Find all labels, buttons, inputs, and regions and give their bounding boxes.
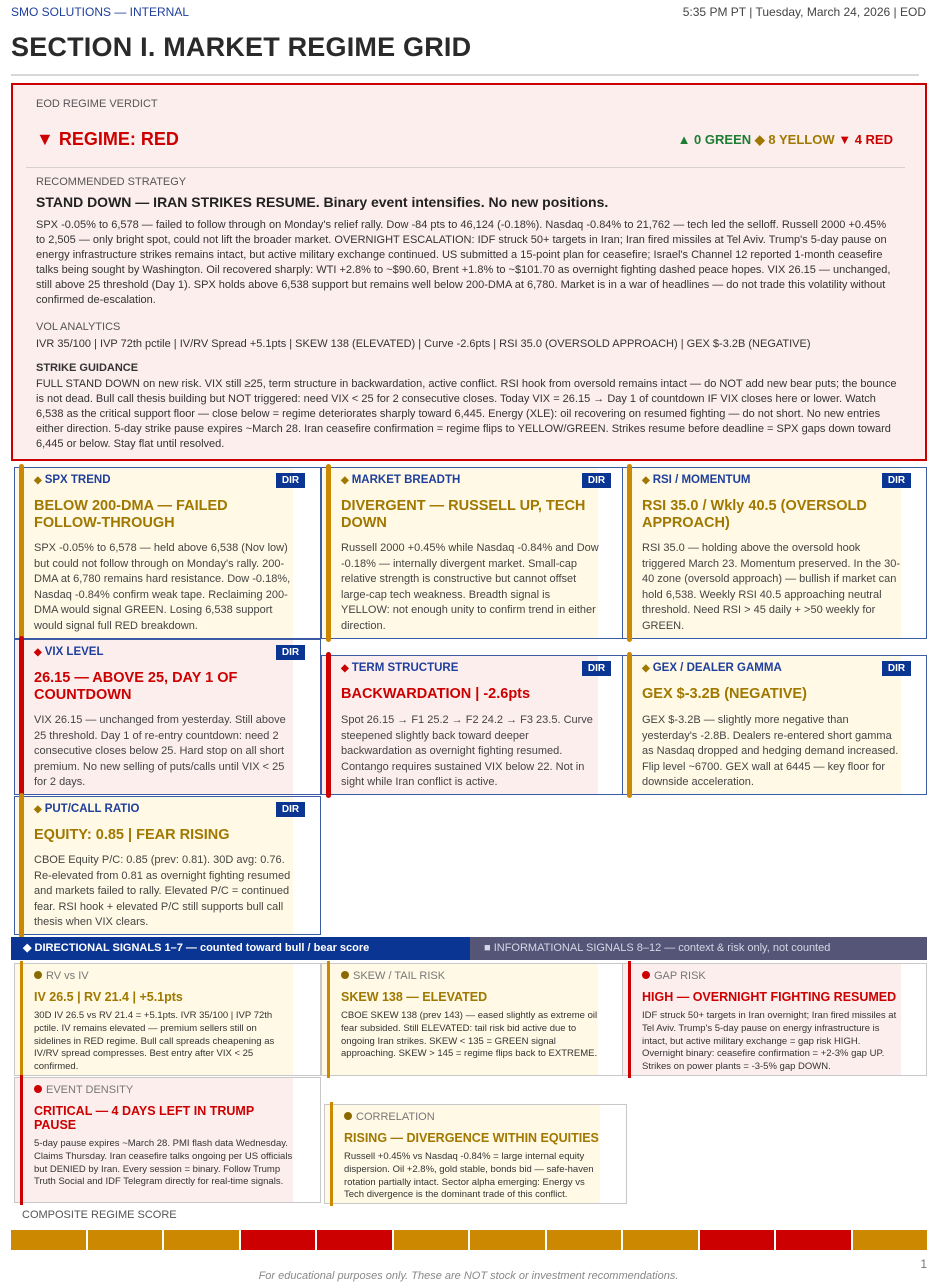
top-bar: [11, 5, 926, 19]
card-body: Russell +0.45% vs Nasdaq -0.84% = large internal equity dispersion. Oil +2.8%, gold stable, bonds bid — safe-haven rotation partially intact. Sector alpha emerging: Energy vs Tech divergence is the dominant trade of this conflict.: [344, 1151, 594, 1201]
card-body: Russell 2000 +0.45% while Nasdaq -0.84% and Dow -0.18% — internally divergent market. Small-cap relative strength is constructive but cannot offset large-cap tech weakness. Breadth signal is YELLOW: not enough unity to confirm trend in either direction.: [341, 542, 599, 632]
score-segment-yellow: [547, 1230, 622, 1250]
dir-badge: DIR: [276, 473, 305, 488]
card-title: ◆ PUT/CALL RATIO: [34, 803, 140, 815]
status-bar: [327, 961, 330, 1078]
strike-guidance-label: STRIKE GUIDANCE: [36, 362, 139, 374]
verdict-divider: [26, 167, 905, 168]
diamond-icon: ◆: [34, 475, 42, 486]
info-card-gap-risk: [622, 963, 927, 1076]
card-title: ◆ SPX TREND: [34, 474, 111, 486]
diamond-icon: ◆: [341, 475, 349, 486]
yellow-count: ◆ 8 YELLOW: [754, 132, 835, 147]
page-title: SECTION I. MARKET REGIME GRID: [11, 32, 472, 62]
timestamp: 5:35 PM PT | Tuesday, March 24, 2026 | EOD: [682, 5, 926, 19]
green-count: ▲ 0 GREEN: [677, 132, 752, 147]
card-body: RSI 35.0 — holding above the oversold hook triggered March 23. Momentum preserved. In the 30-40 zone (oversold approach) — bullish if market can hold 6,538. Weekly RSI 40.5 approaching neutral threshold. Need RSI > 45 daily + >50 weekly for GREEN.: [642, 542, 901, 632]
dir-badge: DIR: [582, 473, 611, 488]
card-headline: RISING — DIVERGENCE WITHIN EQUITIES: [344, 1131, 599, 1145]
status-bar: [326, 652, 331, 798]
card-title: ◆ MARKET BREADTH: [341, 474, 461, 486]
score-segment-red: [700, 1230, 775, 1250]
card-title: CORRELATION: [344, 1111, 435, 1123]
regime-status: ▼ REGIME: RED: [36, 129, 179, 149]
informational-legend: ■ INFORMATIONAL SIGNALS 8–12 — context & risk only, not counted: [470, 937, 927, 960]
card-title: GAP RISK: [642, 970, 706, 982]
card-title: EVENT DENSITY: [34, 1084, 133, 1096]
card-title: ◆ GEX / DEALER GAMMA: [642, 662, 782, 674]
card-headline: 26.15 — ABOVE 25, DAY 1 OF COUNTDOWN: [34, 670, 238, 703]
card-headline: SKEW 138 — ELEVATED: [341, 990, 488, 1004]
card-body: 30D IV 26.5 vs RV 21.4 = +5.1pts. IVR 35/100 | IVP 72th pctile. IV remains elevated — premium sellers still on sidelines in RED regime. Bull call spreads cheapening as IV/RV spread compresses. Best entry after VIX < 25 confirmed.: [34, 1010, 275, 1073]
vol-analytics-label: VOL ANALYTICS: [36, 321, 121, 333]
verdict-label: EOD REGIME VERDICT: [36, 98, 158, 110]
card-headline: HIGH — OVERNIGHT FIGHTING RESUMED: [642, 990, 897, 1004]
status-bar: [20, 961, 23, 1078]
score-segment-yellow: [88, 1230, 163, 1250]
score-segment-yellow: [853, 1230, 928, 1250]
info-card-event-density: [14, 1077, 321, 1203]
diamond-icon: ◆: [642, 663, 650, 674]
card-body: VIX 26.15 — unchanged from yesterday. Still above 25 threshold. Day 1 of re-entry countdown: need 2 consecutive closes below 25. Hard stop on all short premium. No new selling of puts/calls until VIX < 25 for 2 days.: [34, 714, 286, 788]
diamond-icon: ◆: [642, 475, 650, 486]
card-headline: CRITICAL — 4 DAYS LEFT IN TRUMP PAUSE: [34, 1104, 254, 1132]
signal-legend-band: [11, 937, 927, 960]
title-divider: [11, 74, 919, 76]
card-title: RV vs IV: [34, 970, 89, 982]
card-body: CBOE SKEW 138 (prev 143) — eased slightly as extreme oil fear subsided. Still ELEVATED: tail risk bid active due to ongoing Iran strikes. SKEW < 135 = GREEN signal approaching. SKEW > 145 = regime flips back to EXTREME.: [341, 1010, 598, 1060]
card-title: ◆ RSI / MOMENTUM: [642, 474, 751, 486]
score-segment-red: [241, 1230, 316, 1250]
status-bar: [20, 1075, 23, 1205]
card-body: GEX $-3.2B — slightly more negative than yesterday's -2.8B. Dealers re-entered short gamma as Nasdaq dropped and hedging demand increased. Flip level ~6700. GEX wall at 6445 — key floor for downside acceleration.: [642, 714, 899, 788]
signal-card-market-breadth: [321, 467, 627, 639]
composite-score-bar: [11, 1230, 927, 1250]
disclaimer: For educational purposes only. These are NOT stock or investment recommendations.: [258, 1270, 679, 1282]
card-title: ◆ VIX LEVEL: [34, 646, 104, 658]
status-bar: [628, 961, 631, 1078]
dir-badge: DIR: [276, 802, 305, 817]
strike-guidance-text: FULL STAND DOWN on new risk. VIX still ≥25, term structure in backwardation, active conflict. RSI hook from oversold remains intact — do NOT add new bear puts; the bounce is not dead. Bull call thesis building but NOT triggered: need VIX < 25 for 2 consecutive closes. Today VIX = 26.15 → Day 1 of countdown IF VIX closes here or lower. Watch 6,538 as the critical support floor — close below = regime deteriorates sharply toward 6,445. Energy (XLE): oil recovering on resumed fighting — do not short. No new entries either direction. 5-day strike pause expires ~March 28. Iran ceasefire confirmation = regime flips to YELLOW/GREEN. Strikes resume before deadline = SPX gaps down toward 6,445 or below. Stay flat until resolved.: [36, 378, 897, 450]
status-bar: [19, 464, 24, 642]
market-summary: SPX -0.05% to 6,578 — failed to follow through on Monday's relief rally. Dow -84 pts to 46,124 (-0.18%). Nasdaq -0.84% to 21,762 — tech led the selloff. Russell 2000 +0.45% to 2,505 — only bright spot, could not lift the broader market. OVERNIGHT ESCALATION: IDF struck 50+ targets in Iran; Iran fired missiles at Tel Aviv. Trump's 5-day pause on energy infrastructure strikes remains intact, but active military exchange continued. US submitted a 15-point plan for ceasefire; Israel's Channel 12 reported 1-month ceasefire talks being sought by Washington. Oil recovered sharply: WTI +2.8% to ~$90.60, Brent +1.8% to ~$101.70 as overnight fighting dashed peace hopes. VIX 26.15 — unchanged, still above 25 threshold (Day 1). SPX holds above 6,538 support but remains well below 200-DMA at 6,780. Market is in a war of headlines — do not trade this volatility without confirmed de-escalation.: [36, 219, 891, 306]
status-dot-icon: [34, 1085, 42, 1093]
strategy-label: RECOMMENDED STRATEGY: [36, 176, 187, 188]
strategy-text: STAND DOWN — IRAN STRIKES RESUME. Binary event intensifies. No new positions.: [36, 194, 609, 210]
signal-card-rsi-momentum: [622, 467, 927, 639]
card-headline: BELOW 200-DMA — FAILED FOLLOW-THROUGH: [34, 498, 228, 531]
diamond-icon: ◆: [341, 663, 349, 674]
card-body: Spot 26.15 → F1 25.2 → F2 24.2 → F3 23.5. Curve steepened slightly back toward deeper backwardation as overnight fighting resumed. Contango requires sustained VIX below 22. Not in sight while Iran conflict is active.: [341, 714, 593, 788]
score-segment-red: [776, 1230, 851, 1250]
status-bar: [627, 464, 632, 642]
card-title: SKEW / TAIL RISK: [341, 970, 445, 982]
info-card-skew: [321, 963, 627, 1076]
signal-card-spx-trend: [14, 467, 321, 639]
card-body: 5-day pause expires ~March 28. PMI flash data Wednesday. Claims Thursday. Iran ceasefire talks ongoing per US officials but DENIED by Iran. Every session = binary. Follow Trump Truth Social and IDF Telegram directly for real-time signals.: [34, 1138, 293, 1188]
score-segment-red: [317, 1230, 392, 1250]
regime-verdict-panel: [11, 83, 927, 461]
info-card-rv-iv: [14, 963, 321, 1076]
score-segment-yellow: [11, 1230, 86, 1250]
dir-badge: DIR: [882, 473, 911, 488]
signal-card-put-call: [14, 796, 321, 935]
card-body: SPX -0.05% to 6,578 — held above 6,538 (Nov low) but could not follow through on Monday's rally. 200-DMA at 6,780 remains hard resistance. Dow -0.18%, Nasdaq -0.84% confirm weak tape. Reclaiming 200-DMA would signal GREEN. Losing 6,538 support would signal full RED breakdown.: [34, 542, 291, 632]
dir-badge: DIR: [882, 661, 911, 676]
signal-card-vix-level: [14, 639, 321, 795]
status-bar: [627, 652, 632, 798]
status-bar: [19, 793, 24, 938]
card-headline: EQUITY: 0.85 | FEAR RISING: [34, 827, 230, 843]
status-dot-icon: [341, 971, 349, 979]
diamond-icon: ◆: [34, 647, 42, 658]
signal-card-term-structure: [321, 655, 627, 795]
status-dot-icon: [642, 971, 650, 979]
card-title: ◆ TERM STRUCTURE: [341, 662, 459, 674]
score-segment-yellow: [164, 1230, 239, 1250]
status-bar: [19, 636, 24, 798]
org-label: SMO SOLUTIONS — INTERNAL: [11, 5, 190, 19]
status-dot-icon: [344, 1112, 352, 1120]
card-headline: IV 26.5 | RV 21.4 | +5.1pts: [34, 990, 183, 1004]
card-headline: RSI 35.0 / Wkly 40.5 (OVERSOLD APPROACH): [642, 498, 867, 531]
red-count: ▼ 4 RED: [838, 132, 893, 147]
vol-analytics-text: IVR 35/100 | IVP 72th pctile | IV/RV Spread +5.1pts | SKEW 138 (ELEVATED) | Curve -2.6pts | RSI 35.0 (OVERSOLD APPROACH) | GEX $-3.2B (NEGATIVE): [36, 338, 811, 350]
card-headline: DIVERGENT — RUSSELL UP, TECH DOWN: [341, 498, 586, 531]
card-body: CBOE Equity P/C: 0.85 (prev: 0.81). 30D avg: 0.76. Re-elevated from 0.81 as overnight fighting resumed and markets failed to rally. Elevated P/C = continued fear. RSI hook + elevated P/C still supports bull call thesis when VIX clears.: [34, 854, 291, 928]
score-segment-yellow: [394, 1230, 469, 1250]
signal-card-gex: [622, 655, 927, 795]
dir-badge: DIR: [582, 661, 611, 676]
card-headline: GEX $-3.2B (NEGATIVE): [642, 686, 807, 702]
dir-badge: DIR: [276, 645, 305, 660]
status-dot-icon: [34, 971, 42, 979]
score-segment-yellow: [623, 1230, 698, 1250]
info-card-correlation: [324, 1104, 627, 1204]
signal-counts: [678, 132, 893, 148]
composite-score-label: COMPOSITE REGIME SCORE: [22, 1209, 177, 1221]
card-body: IDF struck 50+ targets in Iran overnight; Iran fired missiles at Tel Aviv. Trump's 5-day pause on energy infrastructure is intact, but active military exchange = gap risk HIGH. Overnight binary: ceasefire confirmation = +2-3% gap UP. Strikes on power plants = -3-5% gap DOWN.: [642, 1010, 897, 1073]
score-segment-yellow: [470, 1230, 545, 1250]
card-headline: BACKWARDATION | -2.6pts: [341, 686, 531, 702]
page-number: 1: [920, 1257, 927, 1271]
diamond-icon: ◆: [34, 804, 42, 815]
status-bar: [330, 1102, 333, 1206]
status-bar: [326, 464, 331, 642]
directional-legend: ◆ DIRECTIONAL SIGNALS 1–7 — counted toward bull / bear score: [11, 937, 470, 960]
